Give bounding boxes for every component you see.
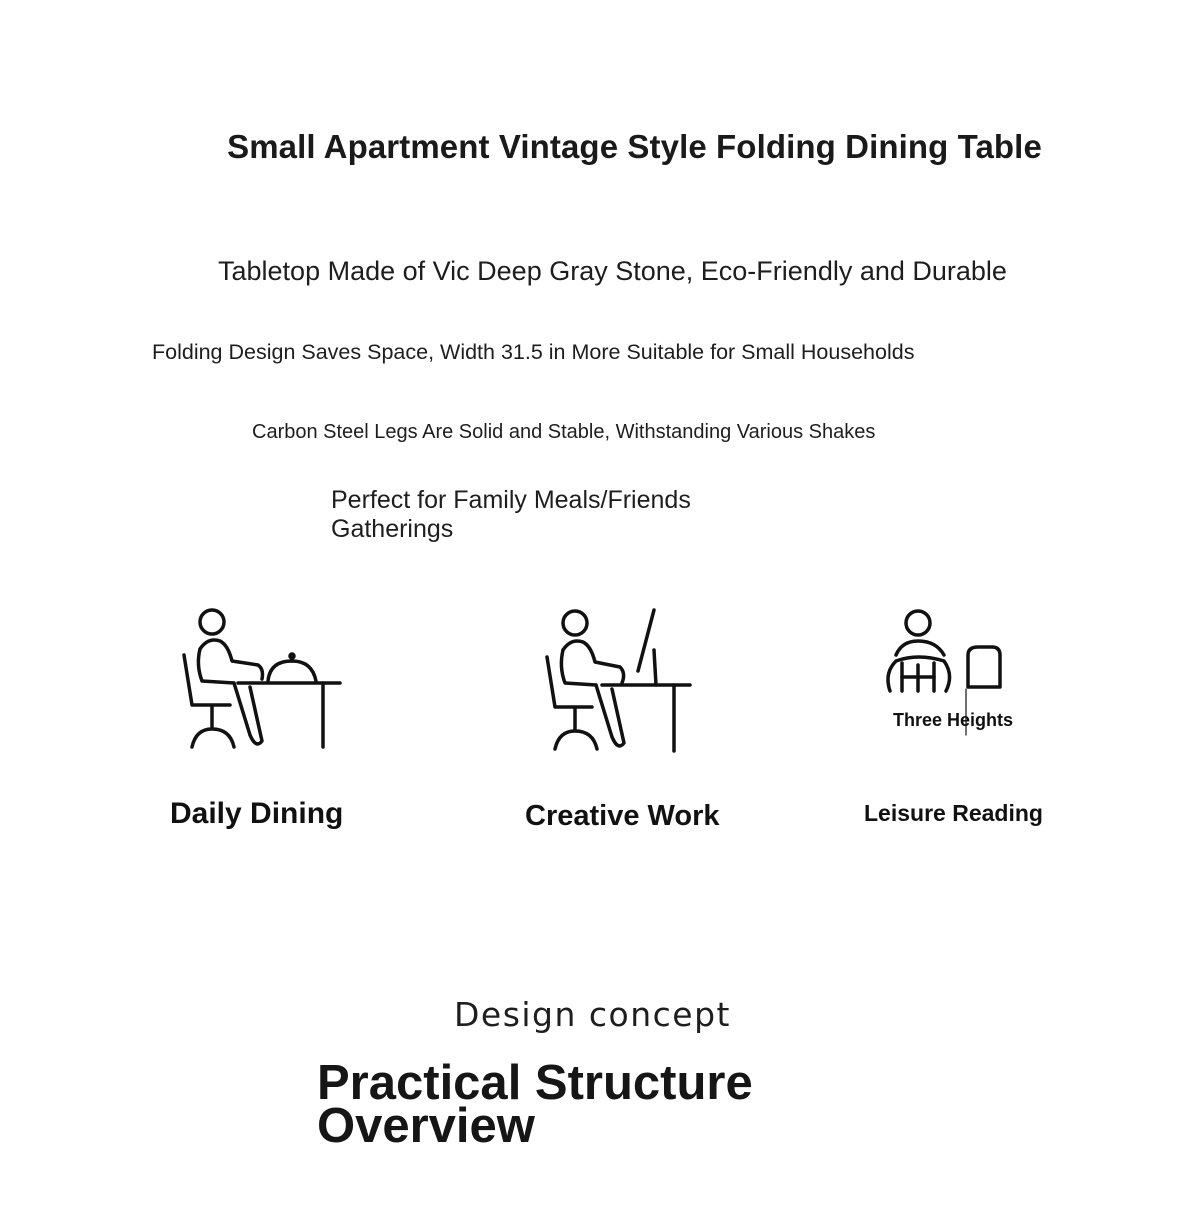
scene-label-reading: Leisure Reading — [864, 800, 1043, 826]
person-reading-icon — [840, 595, 1080, 765]
feature-tabletop: Tabletop Made of Vic Deep Gray Stone, Eco-Friendly and Durable — [218, 256, 1007, 286]
person-dining-icon — [150, 595, 390, 765]
feature-legs: Carbon Steel Legs Are Solid and Stable, Withstanding Various Shakes — [252, 421, 876, 443]
person-computer-icon — [510, 595, 750, 765]
section-kicker: Design concept — [453, 995, 731, 1034]
section-heading: Practical Structure Overview — [317, 1056, 753, 1153]
page-title: Small Apartment Vintage Style Folding Dining Table — [227, 128, 1042, 165]
scene-label-dining: Daily Dining — [170, 797, 344, 830]
feature-folding: Folding Design Saves Space, Width 31.5 in More Suitable for Small Households — [152, 340, 915, 364]
feature-gatherings: Perfect for Family Meals/Friends Gatherings — [331, 486, 691, 543]
three-heights-note: Three Heights — [893, 710, 1014, 730]
scene-label-work: Creative Work — [525, 800, 720, 832]
